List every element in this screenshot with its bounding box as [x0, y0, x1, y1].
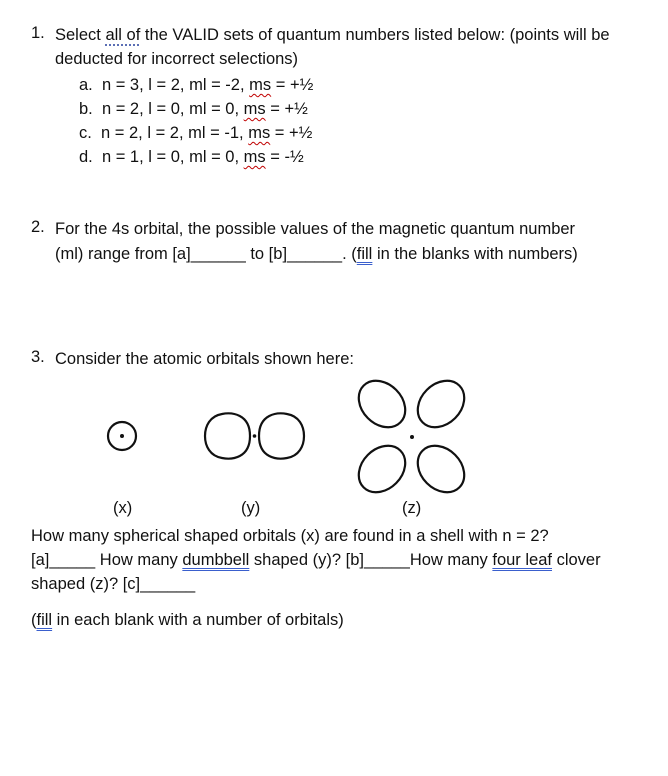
option-letter: c. — [79, 124, 92, 142]
q3-question-line1: How many spherical shaped orbitals (x) are found in a shell with n = 2? — [31, 527, 549, 545]
q3-four-leaf-word: four leaf — [492, 551, 552, 569]
orbital-label-x: (x) — [113, 499, 133, 517]
q3-note-fill-word: fill — [36, 611, 53, 629]
q3-note — [31, 609, 344, 631]
option-value: = +½ — [265, 100, 308, 118]
option-text: n = 1, l = 0, ml = 0, — [101, 148, 244, 166]
option-value: = +½ — [270, 124, 313, 142]
q2-prompt-line1: For the 4s orbital, the possible values of the magnetic quantum number — [55, 220, 576, 238]
p-orbital-lobe-right — [259, 413, 304, 458]
s-orbital-nucleus — [120, 434, 124, 438]
q3-note-open: ( — [31, 611, 37, 629]
q3-blank-a: [a]_____ How many — [31, 551, 183, 569]
p-orbital-y — [205, 413, 304, 458]
q3-question-line3: shaped (z)? [c]______ — [31, 575, 196, 593]
d-orbital-nucleus — [410, 435, 414, 439]
option-letter: b. — [79, 100, 93, 118]
d-orbital-lobe-bottom-right — [408, 436, 473, 501]
d-orbital-lobe-bottom-left — [349, 436, 414, 501]
option-value: = -½ — [265, 148, 304, 166]
q3-question-line2 — [31, 549, 601, 571]
option-text: n = 2, l = 0, ml = 0, — [101, 100, 244, 118]
option-ms: ms — [243, 148, 266, 166]
s-orbital-x — [108, 422, 136, 450]
orbital-label-z: (z) — [402, 499, 422, 517]
p-orbital-lobe-left — [205, 413, 250, 458]
option-value: = +½ — [271, 76, 314, 94]
option-text: n = 3, l = 2, ml = -2, — [101, 76, 250, 94]
q3-number: 3. — [31, 348, 45, 366]
q3-blank-b: shaped (y)? [b]_____How many — [249, 551, 493, 569]
option-text: n = 2, l = 2, ml = -1, — [101, 124, 249, 142]
q2-tail: in the blanks with numbers) — [372, 245, 578, 263]
q1-post: the VALID sets of quantum numbers listed below: (points will be — [140, 26, 610, 44]
q3-intro: Consider the atomic orbitals shown here: — [55, 350, 354, 368]
q3-clover: clover — [552, 551, 601, 569]
q1-all-of: all of — [105, 26, 141, 44]
q2-blanks-text: (ml) range from [a]______ to [b]______. ( — [55, 245, 357, 263]
q2-number: 2. — [31, 218, 45, 236]
q3-note-rest: in each blank with a number of orbitals) — [52, 611, 344, 629]
q2-fill-word: fill — [356, 245, 373, 263]
d-orbital-lobe-top-right — [408, 371, 473, 436]
p-orbital-nucleus — [253, 434, 257, 438]
option-ms: ms — [243, 100, 266, 118]
d-orbital-z — [349, 371, 473, 501]
d-orbital-lobe-top-left — [349, 371, 414, 436]
q1-prompt-line2: deducted for incorrect selections) — [55, 50, 299, 68]
option-ms: ms — [248, 124, 271, 142]
option-letter: a. — [79, 76, 93, 94]
orbital-label-y: (y) — [241, 499, 261, 517]
option-ms: ms — [249, 76, 272, 94]
option-letter: d. — [79, 148, 93, 166]
q1-number: 1. — [31, 24, 45, 42]
q3-dumbbell-word: dumbbell — [182, 551, 250, 569]
q1-pre: Select — [55, 26, 106, 44]
